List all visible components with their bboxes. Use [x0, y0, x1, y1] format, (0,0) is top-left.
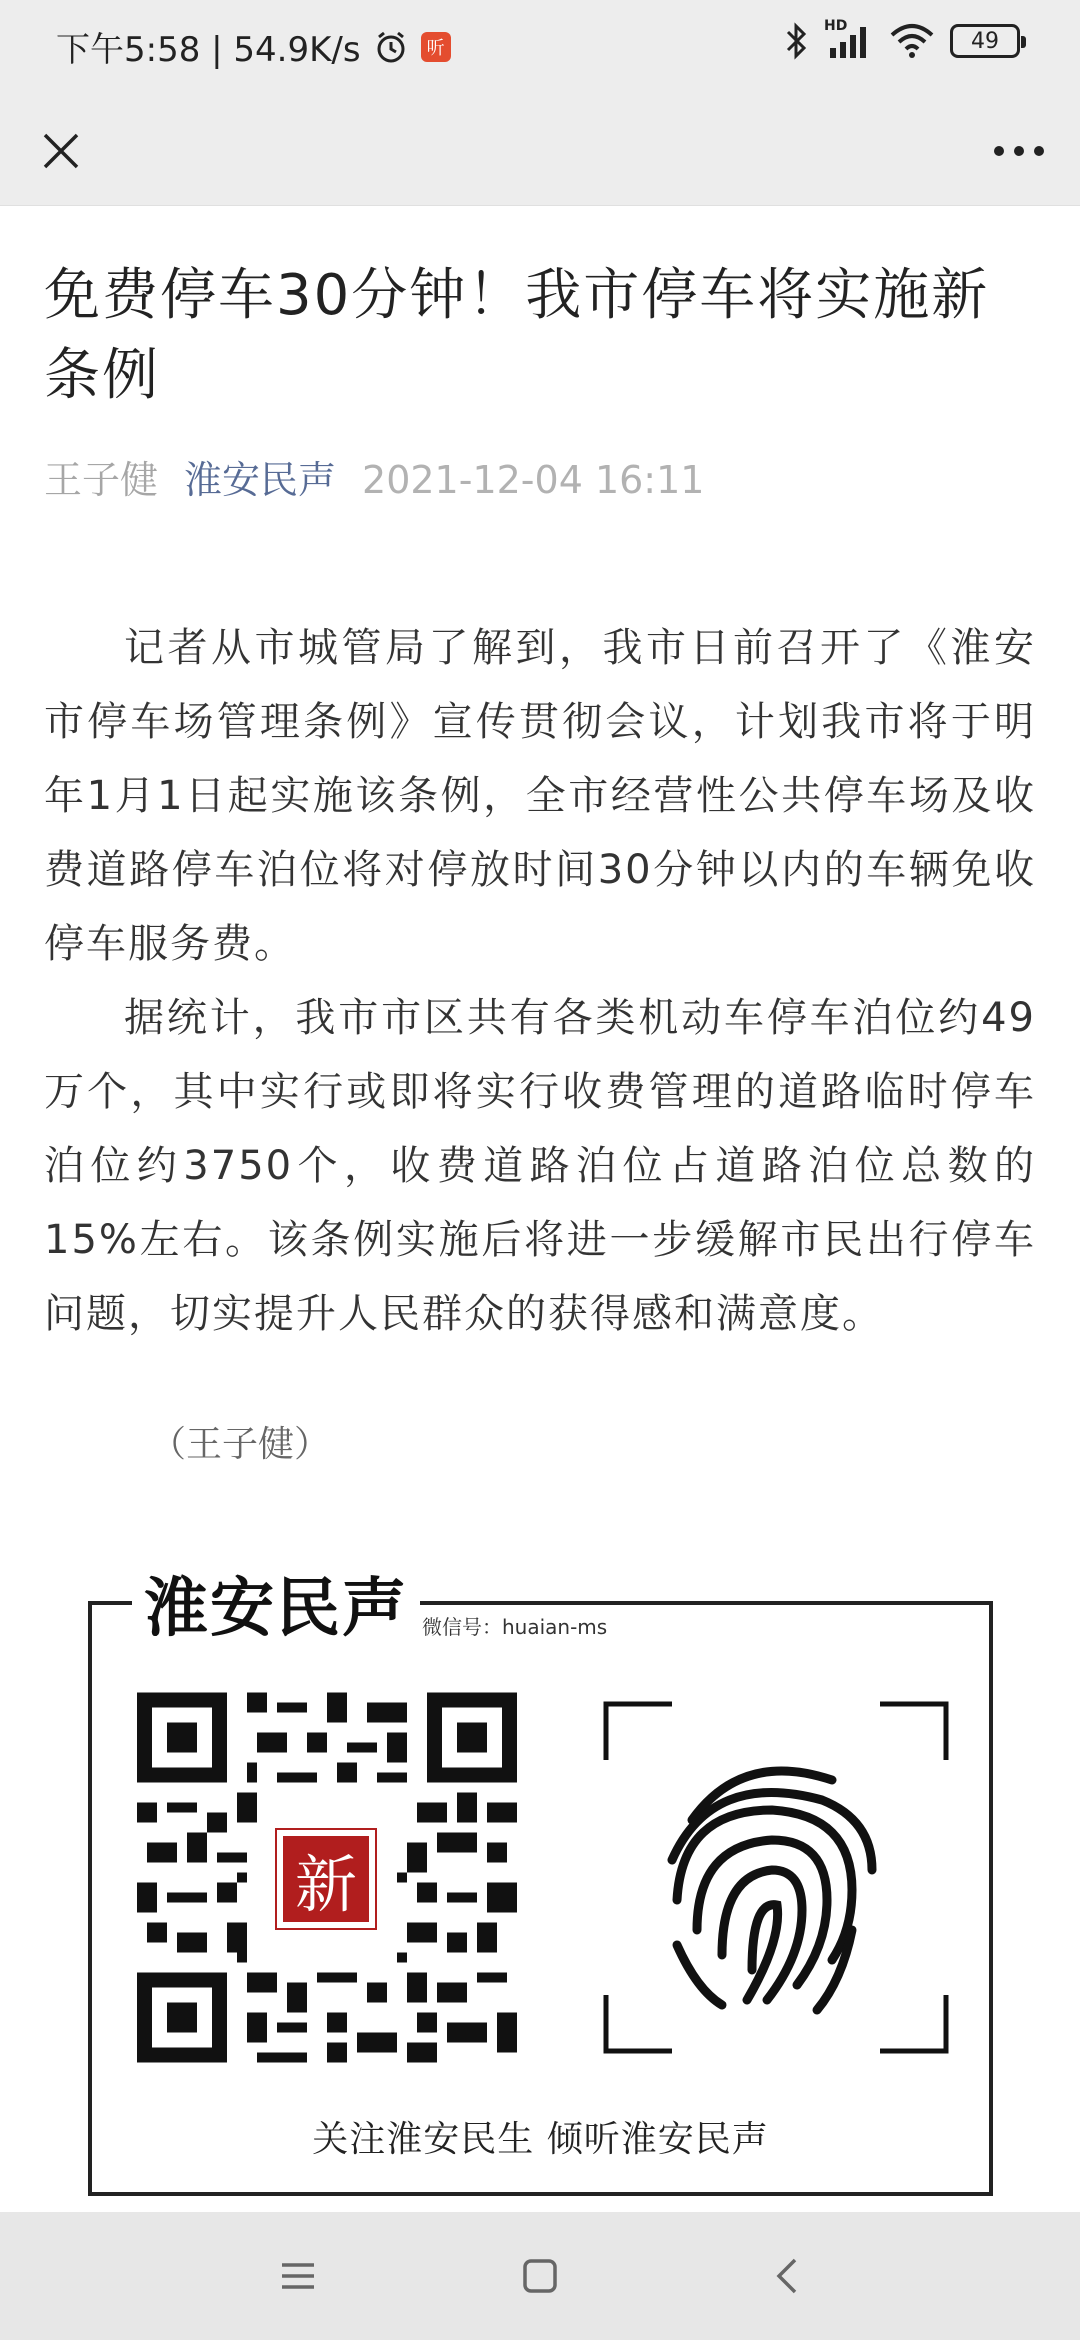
promo-brand: 淮安民声 [132, 1557, 420, 1649]
promo-wechat-id: 微信号：huaian-ms [422, 1615, 608, 1639]
promo-card [88, 1572, 993, 2196]
article-author: 王子健 [44, 458, 159, 502]
system-nav-bar [0, 2212, 1080, 2340]
article-title: 免费停车30分钟！我市停车将实施新条例 [44, 263, 990, 408]
close-button[interactable] [28, 118, 94, 184]
status-time-speed: 下午5:58 | 54.9K/s [56, 30, 361, 70]
qr-center-logo: 新 [277, 1830, 375, 1928]
back-chevron-icon [773, 2256, 801, 2296]
signal-icon [824, 18, 874, 60]
publish-date: 2021-12-04 16:11 [362, 458, 705, 502]
menu-button[interactable] [268, 2246, 328, 2306]
article-signature: （王子健） [150, 1424, 331, 1465]
article [0, 206, 1080, 2206]
bluetooth-icon [784, 22, 808, 60]
more-icon [992, 144, 1046, 158]
app-notification-badge: 听 [421, 32, 451, 62]
menu-icon [280, 2261, 316, 2291]
home-button[interactable] [510, 2246, 570, 2306]
status-bar [0, 0, 1080, 96]
article-body [44, 611, 1036, 1351]
battery-icon [950, 24, 1020, 58]
wifi-icon [890, 23, 934, 59]
account-link[interactable]: 淮安民声 [184, 458, 337, 502]
hd-label: HD [824, 18, 848, 34]
top-nav [0, 96, 1080, 206]
status-left [56, 22, 451, 71]
paragraph-1: 记者从市城管局了解到，我市日前召开了《淮安市停车场管理条例》宣传贯彻会议，计划我市将于明年1月1日起实施该条例，全市经营性公共停车场及收费道路停车泊位将对停放时间30分钟以内的车辆免收停车服务费。 [44, 625, 1036, 967]
home-square-icon [522, 2258, 558, 2294]
promo-slogan: 关注淮安民生 倾听淮安民声 [312, 2119, 769, 2160]
fingerprint-scan-area[interactable] [602, 1700, 950, 2055]
status-right [784, 18, 1020, 60]
qr-code[interactable] [137, 1690, 517, 2065]
more-button[interactable] [986, 118, 1052, 184]
battery-level: 49 [971, 28, 999, 54]
alarm-icon [373, 29, 409, 65]
fingerprint-icon [602, 1700, 950, 2055]
close-icon [41, 131, 81, 171]
back-button[interactable] [757, 2246, 817, 2306]
article-meta [44, 456, 704, 504]
paragraph-2: 据统计，我市市区共有各类机动车停车泊位约49万个，其中实行或即将实行收费管理的道路临时停车泊位约3750个，收费道路泊位占道路泊位总数的15%左右。该条例实施后将进一步缓解市民出行停车问题，切实提升人民群众的获得感和满意度。 [44, 995, 1036, 1337]
